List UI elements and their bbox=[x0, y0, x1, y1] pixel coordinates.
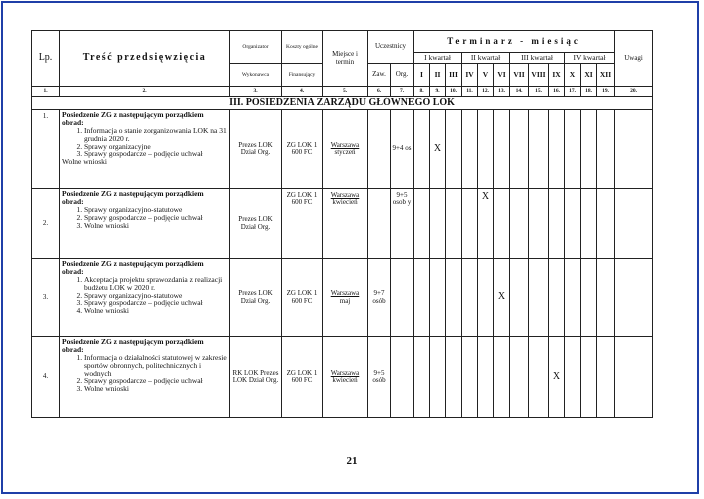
header-tresc: Treść przedsięwzięcia bbox=[60, 31, 230, 87]
column-number: 16. bbox=[549, 87, 565, 97]
column-number: 13. bbox=[494, 87, 510, 97]
header-kwartal-3: III kwartał bbox=[510, 53, 565, 64]
row-org bbox=[391, 259, 414, 337]
header-month: X bbox=[565, 64, 581, 87]
month-mark: X bbox=[478, 189, 494, 259]
page-number: 21 bbox=[346, 455, 358, 467]
month-mark: X bbox=[494, 259, 510, 337]
row-title: Posiedzenie ZG z następującym porządkiem obrad: bbox=[62, 337, 204, 354]
header-terminarz: Terminarz - miesiąc bbox=[414, 31, 615, 53]
row-tail: Wolne wnioski bbox=[62, 157, 108, 167]
header-miejsce: Miejsce i termin bbox=[323, 31, 368, 87]
agenda-item: 1. Informacja o działalności statutowej w zakresie sportów obronnych, politechnicznych i wodnych bbox=[84, 354, 227, 378]
header-koszty: Koszty ogólne bbox=[282, 31, 323, 64]
header-zaw: Zaw. bbox=[368, 64, 391, 87]
agenda-item: 2. Sprawy gospodarcze – podjęcie uchwał bbox=[84, 214, 227, 222]
agenda-list bbox=[62, 276, 227, 315]
column-number: 2. bbox=[60, 87, 230, 97]
column-number: 9. bbox=[430, 87, 446, 97]
header-month: VI bbox=[494, 64, 510, 87]
month-mark: X bbox=[430, 110, 446, 189]
row-termin: kwiecień bbox=[332, 376, 358, 384]
row-org: 9+5 osob y bbox=[391, 189, 414, 259]
row-content bbox=[60, 189, 230, 259]
row-place: Warszawa bbox=[330, 289, 360, 298]
row-lp: 4. bbox=[32, 337, 60, 418]
agenda-item: 1. Akceptacja projektu sprawozdania z realizacji budżetu LOK w 2020 r. bbox=[84, 276, 227, 292]
header-month: II bbox=[430, 64, 446, 87]
header-month: XII bbox=[597, 64, 615, 87]
header-month: XI bbox=[581, 64, 597, 87]
column-number: 18. bbox=[581, 87, 597, 97]
row-zaw bbox=[368, 189, 391, 259]
header-kwartal-4: IV kwartał bbox=[565, 53, 615, 64]
header-month: I bbox=[414, 64, 430, 87]
column-number: 4. bbox=[282, 87, 323, 97]
agenda-item: 1. Sprawy organizacyjno-statutowe bbox=[84, 206, 227, 214]
row-finansujacy: ZG LOK 1 600 FC bbox=[282, 259, 323, 337]
row-wykonawca: RK LOK Prezes LOK Dział Org. bbox=[230, 337, 282, 418]
agenda-item: 3. Wolne wnioski bbox=[84, 222, 227, 230]
row-place: Warszawa bbox=[330, 368, 360, 377]
row-termin: kwiecień bbox=[332, 198, 358, 207]
row-termin: maj bbox=[339, 296, 351, 305]
column-number: 8. bbox=[414, 87, 430, 97]
column-number: 1. bbox=[32, 87, 60, 97]
header-month: V bbox=[478, 64, 494, 87]
column-number: 17. bbox=[565, 87, 581, 97]
header-lp: Lp. bbox=[32, 31, 60, 87]
agenda-item: 2. Sprawy gospodarcze – podjęcie uchwał bbox=[84, 377, 227, 385]
header-uczestnicy: Uczestnicy bbox=[368, 31, 414, 64]
row-org: 9+4 os bbox=[391, 110, 414, 189]
row-content bbox=[60, 110, 230, 189]
column-number: 7. bbox=[391, 87, 414, 97]
column-number: 19. bbox=[597, 87, 615, 97]
row-finansujacy: ZG LOK 1 600 FC bbox=[282, 110, 323, 189]
column-number: 10. bbox=[446, 87, 462, 97]
column-number: 5. bbox=[323, 87, 368, 97]
row-wykonawca: Prezes LOK Dział Org. bbox=[230, 259, 282, 337]
header-month: VIII bbox=[529, 64, 549, 87]
agenda-item: 3. Sprawy gospodarcze – podjęcie uchwał bbox=[84, 150, 227, 158]
row-org bbox=[391, 337, 414, 418]
column-number: 3. bbox=[230, 87, 282, 97]
row-miejsce bbox=[323, 337, 368, 418]
row-zaw: 9+7 osób bbox=[368, 259, 391, 337]
table-row bbox=[32, 337, 653, 418]
row-wykonawca: Prezes LOK Dział Org. bbox=[230, 189, 282, 259]
header-organizator: Organizator bbox=[230, 31, 282, 64]
row-finansujacy: ZG LOK 1 600 FC bbox=[282, 189, 323, 259]
column-number: 20. bbox=[615, 87, 653, 97]
header-finansujacy: Finansujący bbox=[282, 64, 323, 87]
table-row bbox=[32, 189, 653, 259]
schedule-table bbox=[31, 30, 653, 418]
row-termin: styczeń bbox=[334, 148, 356, 156]
agenda-list bbox=[62, 354, 227, 393]
row-content bbox=[60, 259, 230, 337]
column-number: 11. bbox=[462, 87, 478, 97]
header-kwartal-1: I kwartał bbox=[414, 53, 462, 64]
header-month: IV bbox=[462, 64, 478, 87]
row-lp: 2. bbox=[32, 189, 60, 259]
table-row bbox=[32, 259, 653, 337]
header-org: Org. bbox=[391, 64, 414, 87]
row-title: Posiedzenie ZG z następującym porządkiem obrad: bbox=[62, 259, 204, 276]
row-place: Warszawa bbox=[330, 140, 360, 149]
row-miejsce bbox=[323, 259, 368, 337]
row-wykonawca: Prezes LOK Dział Org. bbox=[230, 110, 282, 189]
row-miejsce bbox=[323, 189, 368, 259]
header-month: VII bbox=[510, 64, 529, 87]
row-place: Warszawa bbox=[330, 191, 360, 199]
agenda-item: 1. Informacja o stanie zorganizowania LOK na 31 grudnia 2020 r. bbox=[84, 127, 227, 143]
header-kwartal-2: II kwartał bbox=[462, 53, 510, 64]
row-zaw: 9+5 osób bbox=[368, 337, 391, 418]
row-title: Posiedzenie ZG z następującym porządkiem obrad: bbox=[62, 189, 204, 206]
column-number: 6. bbox=[368, 87, 391, 97]
row-zaw bbox=[368, 110, 391, 189]
row-lp: 1. bbox=[32, 110, 60, 189]
row-title: Posiedzenie ZG z następującym porządkiem obrad: bbox=[62, 110, 204, 127]
column-number: 14. bbox=[510, 87, 529, 97]
column-number: 15. bbox=[529, 87, 549, 97]
agenda-item: 2. Sprawy organizacyjno-statutowe bbox=[84, 292, 227, 300]
header-wykonawca: Wykonawca bbox=[230, 64, 282, 87]
agenda-item: 3. Wolne wnioski bbox=[84, 385, 227, 393]
agenda-item: 2. Sprawy organizacyjne bbox=[84, 143, 227, 151]
agenda-item: 4. Wolne wnioski bbox=[84, 307, 227, 315]
agenda-list bbox=[62, 127, 227, 159]
agenda-item: 3. Sprawy gospodarcze – podjęcie uchwał bbox=[84, 299, 227, 307]
header-uwagi: Uwagi bbox=[615, 31, 653, 87]
row-finansujacy: ZG LOK 1 600 FC bbox=[282, 337, 323, 418]
row-content bbox=[60, 337, 230, 418]
column-number: 12. bbox=[478, 87, 494, 97]
header-month: III bbox=[446, 64, 462, 87]
header-month: IX bbox=[549, 64, 565, 87]
table-row bbox=[32, 110, 653, 189]
row-miejsce bbox=[323, 110, 368, 189]
month-mark: X bbox=[549, 337, 565, 418]
row-lp: 3. bbox=[32, 259, 60, 337]
agenda-list bbox=[62, 206, 227, 230]
section-title: III. POSIEDZENIA ZARZĄDU GŁÓWNEGO LOK bbox=[32, 97, 653, 110]
